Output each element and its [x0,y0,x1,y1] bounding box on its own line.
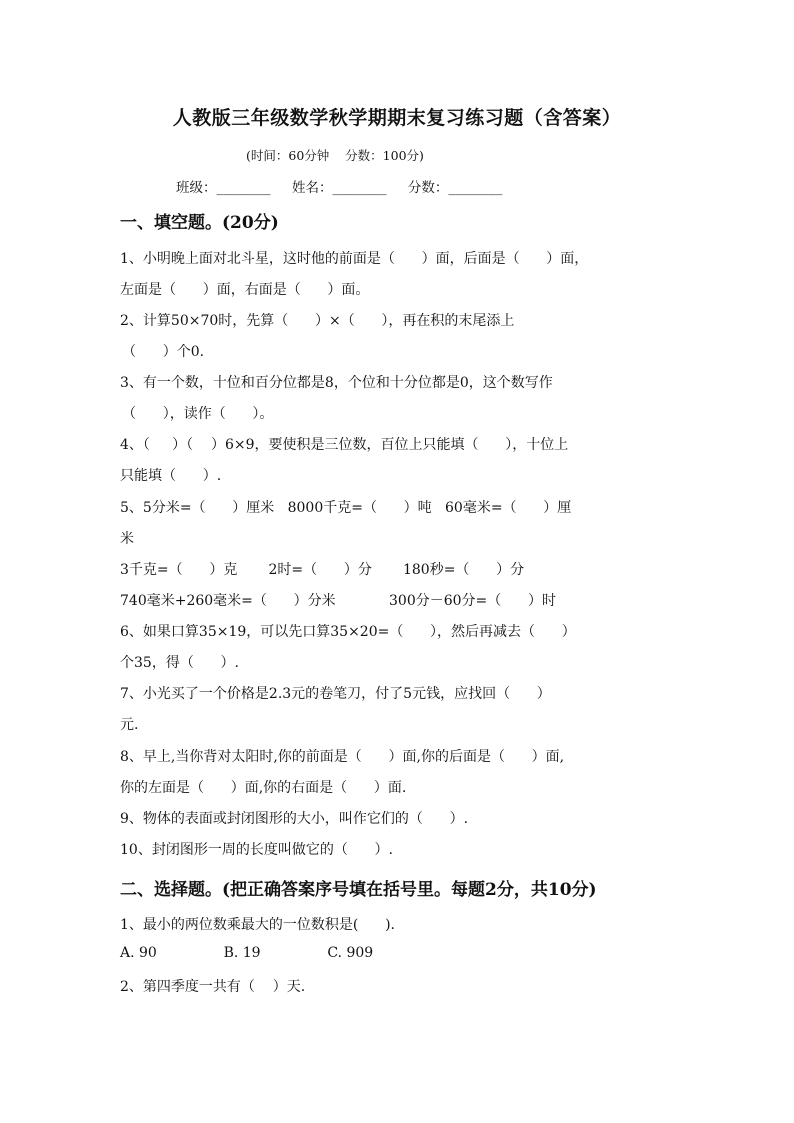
question-line: 米 [120,531,134,547]
question-line: 10、封闭图形一周的长度叫做它的（ ）. [120,842,393,858]
question-line: 9、物体的表面或封闭图形的大小，叫作它们的（ ）. [120,811,469,827]
question-line: 左面是（ ）面，右面是（ ）面。 [120,282,370,298]
question-line: 6、如果口算35×19，可以先口算35×20=（ ），然后再减去（ ） [120,624,576,640]
student-info-line: 班级：________ 姓名：________ 分数：________ [176,180,503,196]
question-line: 元. [120,717,139,733]
question-line: 4、（ ）（ ）6×9，要使积是三位数，百位上只能填（ ），十位上 [120,437,569,453]
question-line: 5、5分米=（ ）厘米 8000千克=（ ）吨 60毫米=（ ）厘 [120,500,572,516]
question-line: 2、第四季度一共有（ ）天. [120,979,306,995]
question-line: 1、小明晚上面对北斗星，这时他的前面是（ ）面，后面是（ ）面， [120,251,589,267]
question-line: （ ），读作（ ）。 [122,406,274,422]
question-line: 7、小光买了一个价格是2.3元的卷笔刀，付了5元钱，应找回（ ） [120,686,551,702]
question-line: 740毫米+260毫米=（ ）分米 300分－60分=（ ）时 [120,593,556,609]
exam-time-score: (时间：60分钟 分数：100分) [246,148,424,163]
question-line: 3千克=（ ）克 2时=（ ）分 180秒=（ ）分 [120,562,525,578]
question-line: （ ）个0. [122,344,205,360]
page-title: 人教版三年级数学秋学期期末复习练习题（含答案） [172,107,622,129]
question-line: 8、早上,当你背对太阳时,你的前面是（ ）面,你的后面是（ ）面, [120,749,565,765]
section-fill-blank-heading: 一、填空题。(20分) [120,213,279,233]
question-line: 2、计算50×70时，先算（ ）×（ ），再在积的末尾添上 [120,313,515,329]
question-line: 1、最小的两位数乘最大的一位数积是( ). [120,917,395,933]
question-line: 你的左面是（ ）面,你的右面是（ ）面. [120,780,407,796]
section-choice-heading: 二、选择题。(把正确答案序号填在括号里。每题2分，共10分) [120,880,597,900]
question-line: 只能填（ ）. [120,468,222,484]
question-line: 3、有一个数，十位和百分位都是8，个位和十分位都是0，这个数写作 [120,375,553,391]
choice-options-line: A. 90 B. 19 C. 909 [120,945,374,961]
question-line: 个35，得（ ）. [120,655,239,671]
